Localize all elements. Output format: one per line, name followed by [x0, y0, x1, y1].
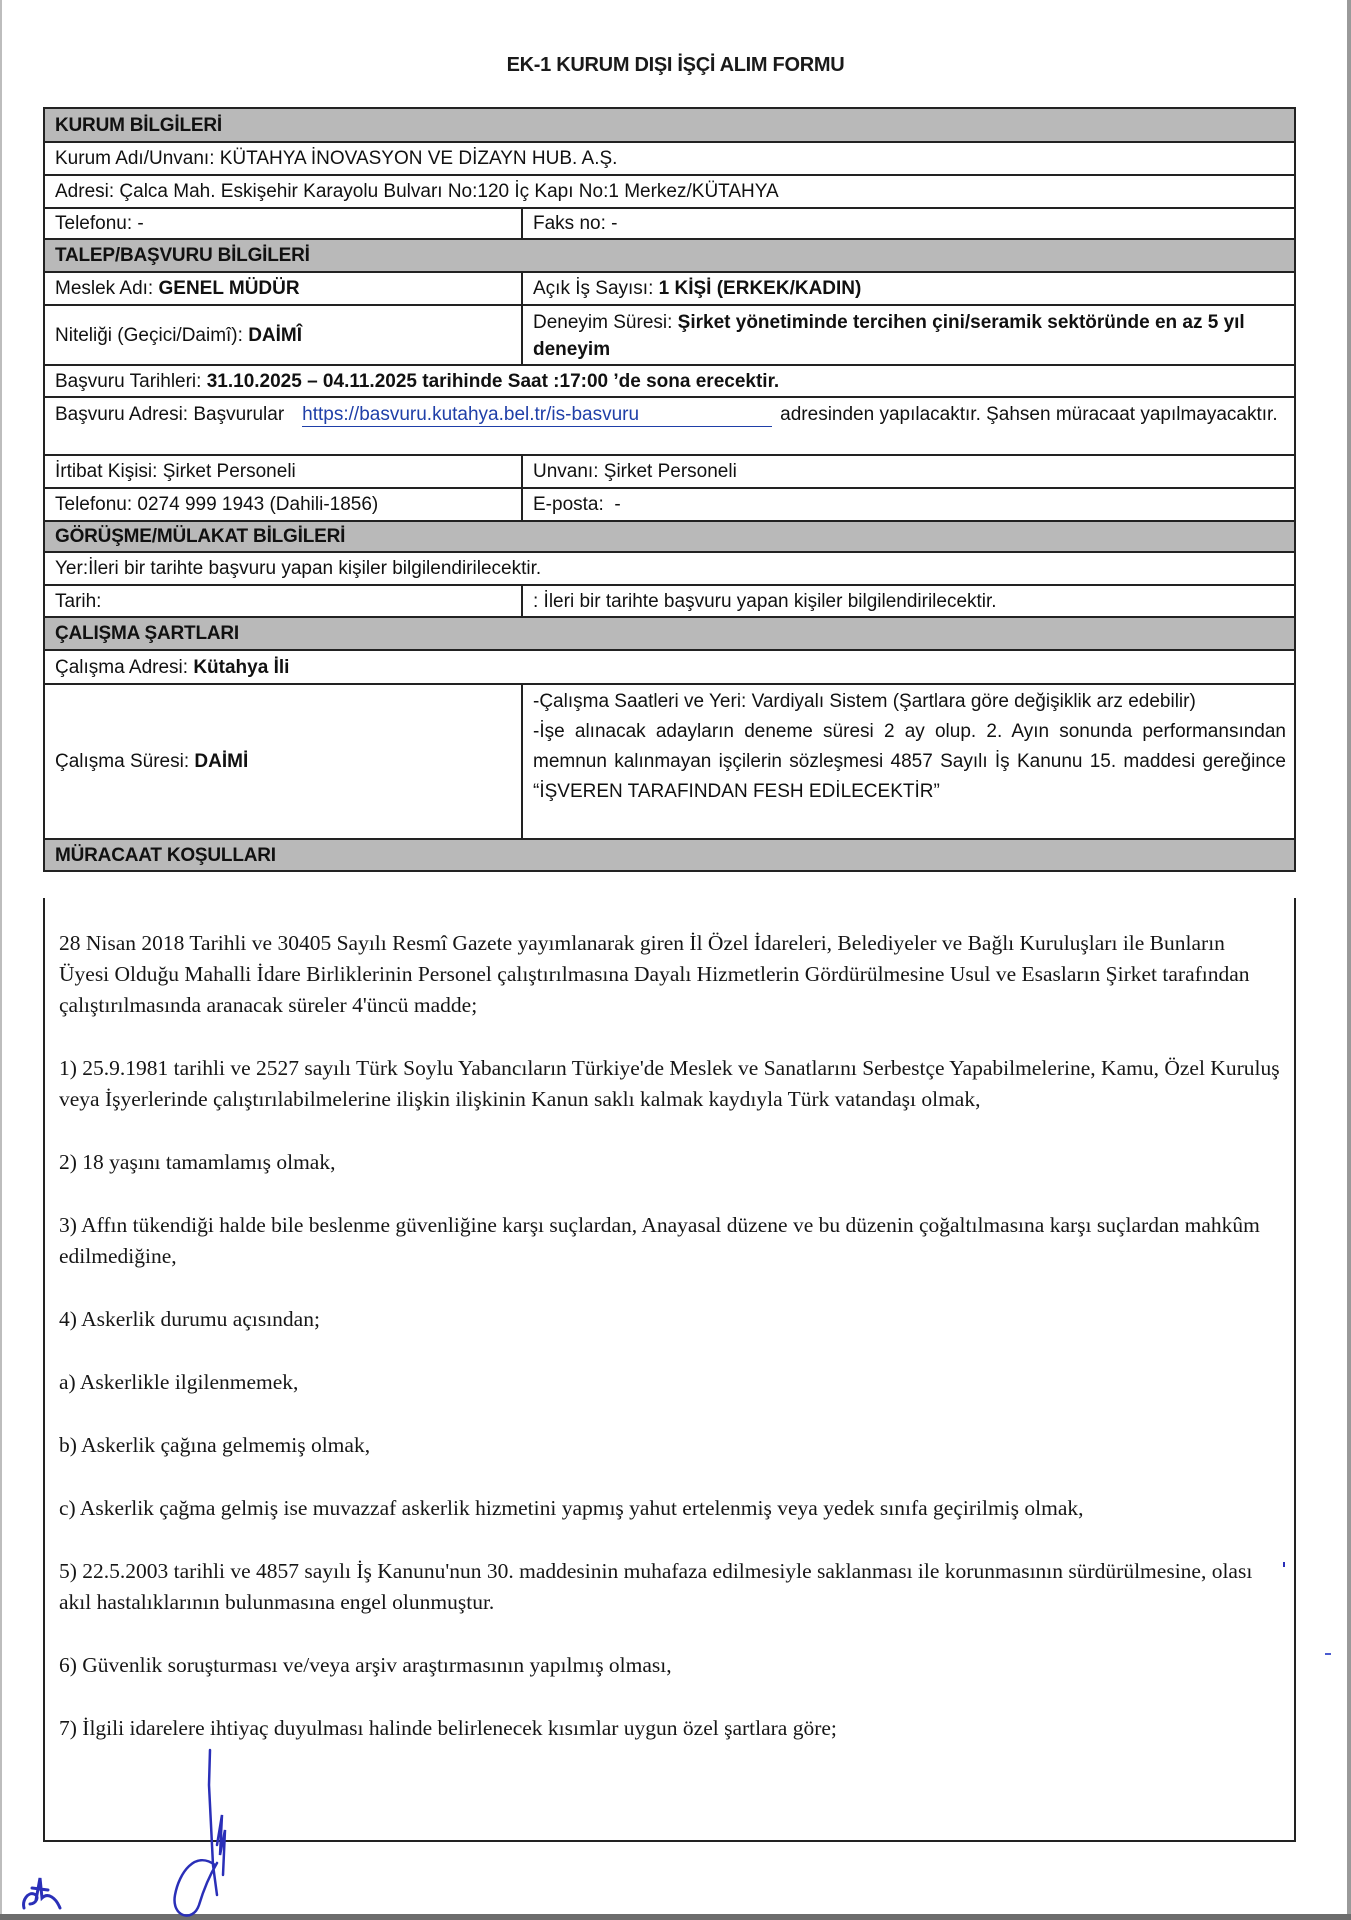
- gorusme-yer-label: Yer:: [55, 558, 89, 579]
- irtibat-value: Şirket Personeli: [162, 461, 296, 482]
- kurum-faks-value: -: [611, 213, 618, 234]
- talep-nitelik-row: [45, 306, 1294, 366]
- ink-mark: [1283, 1562, 1285, 1567]
- gorusme-yer-row: [45, 553, 1294, 586]
- meslek-value: GENEL MÜDÜR: [158, 278, 300, 299]
- unvan-value: Şirket Personeli: [603, 461, 737, 482]
- meslek-cell: [45, 273, 523, 304]
- condition-item: 6) Güvenlik soruşturması ve/veya arşiv araştırmasının yapılmış olması,: [59, 1653, 672, 1677]
- kurum-telefon-label: Telefonu:: [55, 213, 133, 234]
- condition-subitem: c) Askerlik çağma gelmiş ise muvazzaf askerlik hizmetini yapmış yahut ertelenmiş veya yedek sınıfa geçirilmiş olmak,: [59, 1496, 1084, 1520]
- section-kurum-header: [45, 109, 1294, 143]
- gorusme-tarih-row: [45, 586, 1294, 618]
- condition-item: 5) 22.5.2003 tarihli ve 4857 sayılı İş Kanunu'nun 30. maddesinin muhafaza edilmesiyle saklanması ile korunmasının sürdürülmesine, olası akıl hastalıklarının bulunmasına engel olunmuştur.: [59, 1559, 1253, 1614]
- eposta-cell: [523, 489, 1294, 520]
- basvuru-adres-label: Başvuru Adresi: Başvurular: [55, 404, 285, 425]
- page-title: EK-1 KURUM DIŞI İŞÇİ ALIM FORMU: [506, 54, 845, 76]
- initials-icon: [18, 1870, 78, 1915]
- eposta-label: E-posta:: [533, 494, 604, 515]
- deneyim-label: Deneyim Süresi:: [533, 312, 678, 333]
- section-title: GÖRÜŞME/MÜLAKAT BİLGİLERİ: [45, 522, 1294, 551]
- condition-subitem: a) Askerlikle ilgilenmemek,: [59, 1370, 299, 1394]
- section-talep-header: [45, 240, 1294, 273]
- kurum-faks-cell: [523, 209, 1294, 238]
- condition-item: 1) 25.9.1981 tarihli ve 2527 sayılı Türk Soylu Yabancıların Türkiye'de Meslek ve Sanatlarını Serbestçe Yapabilmelerine, Kamu, Özel Kuruluş veya İşyerlerinde çalıştırılabilmelerine ilişkin ilişkinin Kanun saklı kalmak kaydıyla Türk vatandaşı olmak,: [59, 1056, 1280, 1111]
- gorusme-tarih-value: : İleri bir tarihte başvuru yapan kişiler bilgilendirilecektir.: [533, 590, 997, 612]
- kurum-telefon-value: -: [137, 213, 144, 234]
- nitelik-value: DAİMÎ: [248, 324, 303, 346]
- gorusme-tarih-label-cell: [45, 586, 523, 616]
- irtibat-label: İrtibat Kişisi:: [55, 461, 158, 482]
- basvuru-tarih-label: Başvuru Tarihleri:: [55, 370, 202, 392]
- irtibat-iletisim-row: [45, 489, 1294, 522]
- calisma-sure-value: DAİMİ: [194, 751, 249, 772]
- kurum-adi-label: Kurum Adı/Unvanı:: [55, 148, 215, 169]
- scan-edge-left: [0, 0, 2, 1920]
- basvuru-tarih-value: 31.10.2025 – 04.11.2025 tarihinde Saat :17:00 ’de sona erecektir.: [206, 370, 780, 392]
- section-calisma-header: [45, 618, 1294, 651]
- calisma-sure-cell: [45, 685, 523, 838]
- form-table: [43, 107, 1296, 872]
- calisma-adres-label: Çalışma Adresi:: [55, 656, 189, 678]
- kurum-faks-label: Faks no:: [533, 213, 606, 234]
- deneyim-cell: [523, 306, 1294, 364]
- kurum-iletisim-row: [45, 209, 1294, 240]
- basvuru-adres-suffix: adresinden yapılacaktır. Şahsen müracaat yapılmayacaktır.: [780, 404, 1278, 425]
- nitelik-cell: [45, 306, 523, 364]
- calisma-adres-row: [45, 651, 1294, 685]
- calisma-detay-cell: [523, 685, 1294, 838]
- talep-tarih-row: [45, 366, 1294, 398]
- nitelik-label: Niteliği (Geçici/Daimî):: [55, 324, 243, 346]
- condition-subitem: b) Askerlik çağına gelmemiş olmak,: [59, 1433, 371, 1457]
- condition-intro: 28 Nisan 2018 Tarihli ve 30405 Sayılı Resmî Gazete yayımlanarak giren İl Özel İdareleri, Belediyeler ve Bağlı Kuruluşları ile Bunların Üyesi Olduğu Mahalli İdare Birliklerinin Personel çalıştırılmasına Dayalı Hizmetlerin Gördürülmesine Usul ve Esasların Şirket tarafından çalıştırılmasında aranacak süreler 4'üncü madde;: [59, 931, 1250, 1017]
- kurum-adres-cell: [45, 176, 1294, 207]
- kurum-adres-label: Adresi:: [55, 181, 115, 202]
- gorusme-yer-cell: [45, 553, 1294, 584]
- kurum-telefon-cell: [45, 209, 523, 238]
- deneme-suresi-text: -İşe alınacak adayların deneme süresi 2 ay olup. 2. Ayın sonunda performansından memnun kalınmayan işçilerin sözleşmesi 4857 Sayılı İş Kanunu 15. maddesi gereğince “İŞVEREN TARAFINDAN FESH EDİLECEKTİR”: [533, 721, 1286, 802]
- muracaat-conditions: [43, 898, 1296, 1842]
- section-title: MÜRACAAT KOŞULLARI: [45, 840, 1294, 870]
- calisma-sure-label: Çalışma Süresi:: [55, 751, 190, 772]
- irtibat-telefon-label: Telefonu:: [55, 494, 133, 515]
- calisma-saatleri-text: -Çalışma Saatleri ve Yeri: Vardiyalı Sistem (Şartlara göre değişiklik arz edebilir): [533, 691, 1196, 712]
- calisma-adres-cell: [45, 651, 1294, 683]
- irtibat-row: [45, 456, 1294, 489]
- condition-item: 2) 18 yaşını tamamlamış olmak,: [59, 1150, 336, 1174]
- ink-mark: [1325, 1653, 1331, 1655]
- condition-item: 7) İlgili idarelere ihtiyaç duyulması halinde belirlenecek kısımlar uygun özel şartlara göre;: [59, 1716, 837, 1740]
- meslek-label: Meslek Adı:: [55, 278, 154, 299]
- unvan-cell: [523, 456, 1294, 487]
- section-muracaat-header: [45, 840, 1294, 872]
- acik-is-value: 1 KİŞİ (ERKEK/KADIN): [658, 278, 862, 299]
- basvuru-link[interactable]: https://basvuru.kutahya.bel.tr/is-basvuru: [302, 404, 640, 425]
- condition-item: 4) Askerlik durumu açısından;: [59, 1307, 320, 1331]
- talep-adres-row: [45, 398, 1294, 456]
- deneyim-value: Şirket yönetiminde tercihen çini/seramik sektöründe en az 5 yıl deneyim: [533, 312, 1245, 360]
- kurum-adres-value: Çalca Mah. Eskişehir Karayolu Bulvarı No:120 İç Kapı No:1 Merkez/KÜTAHYA: [119, 181, 779, 202]
- section-title: TALEP/BAŞVURU BİLGİLERİ: [45, 240, 1294, 271]
- acik-is-cell: [523, 273, 1294, 304]
- talep-meslek-row: [45, 273, 1294, 306]
- irtibat-telefon-cell: [45, 489, 523, 520]
- section-gorusme-header: [45, 522, 1294, 553]
- gorusme-tarih-label: Tarih:: [55, 590, 102, 612]
- gorusme-yer-value: İleri bir tarihte başvuru yapan kişiler bilgilendirilecektir.: [88, 558, 542, 579]
- scan-edge-right: [1347, 0, 1351, 1920]
- eposta-value: -: [614, 494, 621, 515]
- irtibat-cell: [45, 456, 523, 487]
- kurum-adi-cell: [45, 143, 1294, 174]
- signature-icon: [165, 1745, 245, 1920]
- unvan-label: Unvanı:: [533, 461, 599, 482]
- kurum-adi-row: [45, 143, 1294, 176]
- basvuru-adres-cell: [45, 398, 1294, 454]
- section-title: ÇALIŞMA ŞARTLARI: [45, 618, 1294, 649]
- condition-item: 3) Affın tükendiği halde bile beslenme güvenliğine karşı suçlardan, Anayasal düzene ve bu düzenin çoğaltılmasına karşı suçlardan mahkûm edilmediğine,: [59, 1213, 1260, 1268]
- section-title: KURUM BİLGİLERİ: [45, 109, 1294, 141]
- kurum-adi-value: KÜTAHYA İNOVASYON VE DİZAYN HUB. A.Ş.: [219, 148, 618, 169]
- calisma-sure-row: [45, 685, 1294, 840]
- gorusme-tarih-value-cell: [523, 586, 1294, 616]
- acik-is-label: Açık İş Sayısı:: [533, 278, 654, 299]
- calisma-adres-value: Kütahya İli: [193, 656, 290, 678]
- basvuru-tarih-cell: [45, 366, 1294, 396]
- irtibat-telefon-value: 0274 999 1943 (Dahili-1856): [137, 494, 379, 515]
- kurum-adres-row: [45, 176, 1294, 209]
